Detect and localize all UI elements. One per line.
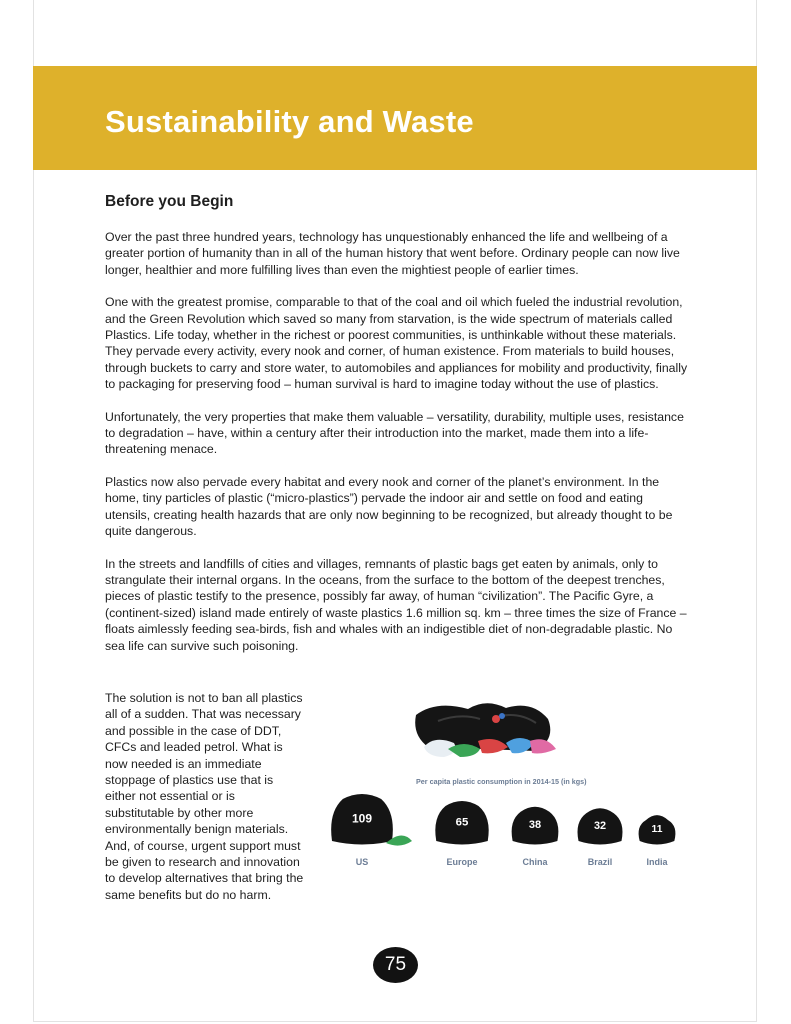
main-content: [105, 193, 691, 670]
plastic-pile-illustration: [415, 703, 556, 757]
category-label-china: China: [522, 857, 548, 867]
paragraph-4: Plastics now also pervade every habitat and every nook and corner of the planet’s environment. In the home, tiny particles of plastic (“micro-plastics”) pervade the indoor air and settle on food and eating utensils, creating health hazards that are only now beginning to be recognized, but already thought to be quite dangerous.: [105, 474, 673, 539]
title-banner: [33, 66, 757, 170]
value-label-us: 109: [351, 811, 373, 826]
value-label-europe: 65: [455, 816, 469, 829]
page-title: Sustainability and Waste: [105, 104, 474, 139]
category-label-europe: Europe: [446, 857, 478, 867]
section-heading: Before you Begin: [105, 193, 234, 210]
page-number: 75: [373, 947, 418, 983]
value-label-india: 11: [651, 824, 663, 836]
side-paragraph: The solution is not to ban all plastics all of a sudden. That was necessary and possible in the case of DDT, CFCs and leaded petrol. What is now needed is an immediate stoppage of plastics use that is either not essential or is substitutable by other more environmentally benign materials. And, of course, urgent support must be given to research and innovation to develop alternatives that bring the same benefits but do no harm.: [105, 691, 304, 902]
figure-caption: Per capita plastic consumption in 2014-15 (in kgs): [416, 777, 587, 786]
paragraph-5: In the streets and landfills of cities and villages, remnants of plastic bags get eaten by animals, only to strangulate their internal organs. In the oceans, from the surface to the bottom of the deepest trenches, pieces of plastic testify to the presence, possibly far away, of human “civilization”. The Pacific Gyre, a (continent-sized) island made entirely of waste plastics 1.6 million sq. km – three times the size of France – floats aimlessly feeding sea-birds, fish and whales with an indigestible diet of non-degradable plastic. No sea life can survive such poisoning.: [105, 556, 687, 653]
paragraph-3: Unfortunately, the very properties that make them valuable – versatility, durability, multiple uses, resistance to degradation – have, within a century after their introduction into the market, made them into a life-threatening menace.: [105, 409, 684, 457]
value-label-china: 38: [528, 819, 542, 832]
paragraph-2: One with the greatest promise, comparable to that of the coal and oil which fueled the industrial revolution, and the Green Revolution which saved so many from starvation, is the wide spectrum of materials called Plastics. Life today, whether in the richest or poorest communities, is unthinkable without these materials. They pervade every activity, every nook and corner, of human existence. From materials to build houses, through buckets to carry and store water, to automobiles and appliances for mobility and productivity, finally to packaging for preserving food – human survival is hard to imagine today without the use of plastics.: [105, 295, 688, 392]
value-label-brazil: 32: [593, 819, 607, 832]
paragraph-1: Over the past three hundred years, technology has unquestionably enhanced the life and wellbeing of a greater portion of humanity than in all of the human history that went before. Ordinary people can now live longer, healthier and more fulfilling lives than even the mightiest people of earlier times.: [105, 230, 680, 277]
category-label-brazil: Brazil: [587, 857, 613, 867]
chart-bags: [331, 794, 675, 867]
category-label-india: India: [646, 857, 668, 867]
category-label-us: US: [355, 857, 369, 867]
plastic-consumption-figure: [320, 695, 695, 880]
